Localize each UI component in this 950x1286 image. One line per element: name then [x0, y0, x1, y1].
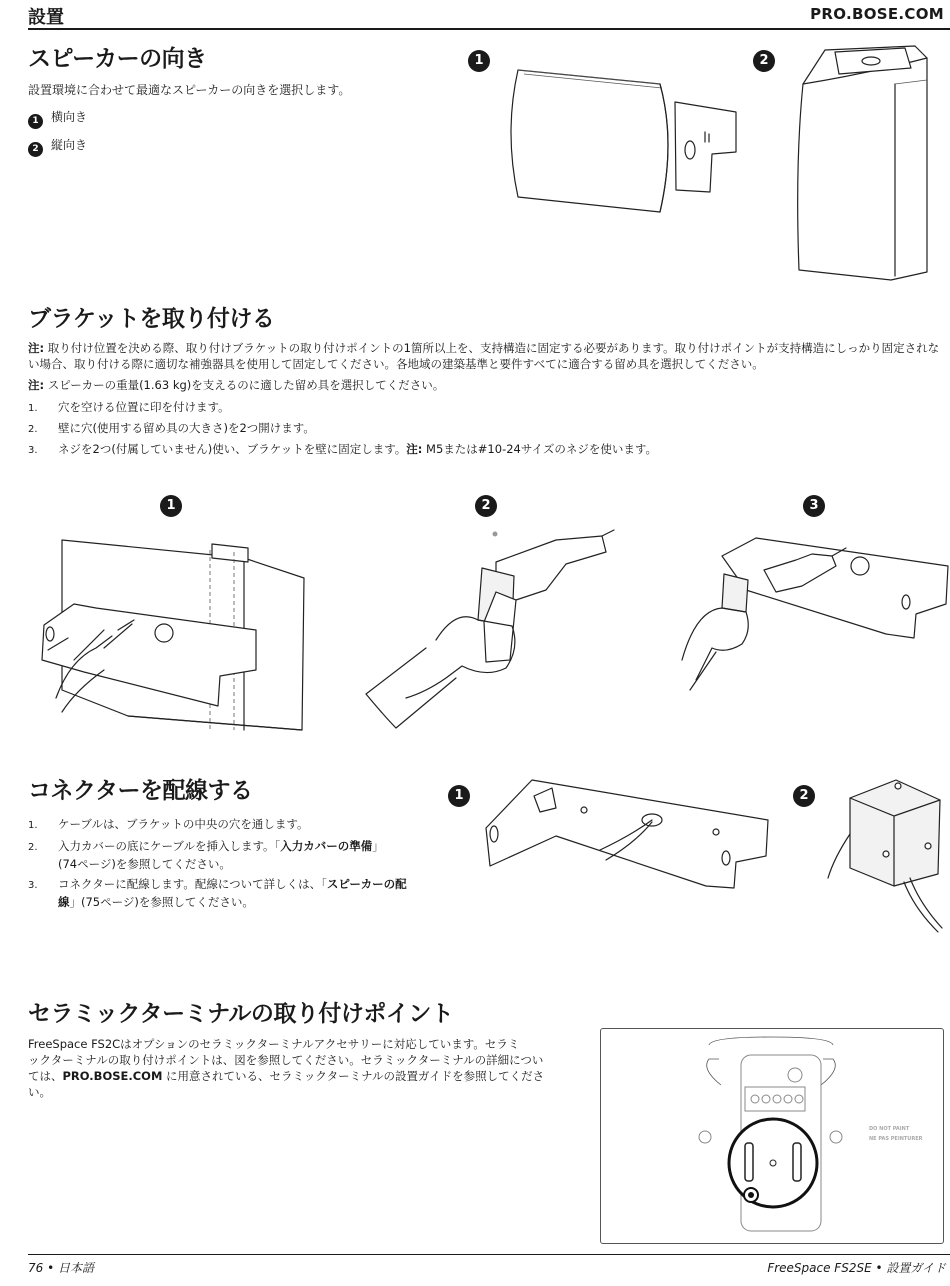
page-number: 76 • 日本語 [28, 1261, 94, 1275]
footer-rule [28, 1254, 950, 1255]
step-text: 入力カバーの底にケーブルを挿入します。「 [58, 839, 281, 853]
note-label: 注: [28, 341, 45, 355]
wiring-figure-label-1: 1 [448, 785, 470, 807]
wiring-heading: コネクターを配線する [28, 778, 253, 804]
drill-illustration [366, 528, 616, 738]
ceramic-terminal-figure [600, 1028, 944, 1244]
wiring-step-2 [28, 838, 384, 872]
note-text: 取り付け位置を決める際、取り付けブラケットの取り付けポイントの1箇所以上を、支持構造に固定する必要があります。取り付けポイントが支持構造にしっかり固定されない場合、取り付ける際に適切な補強器具を使用して固定してください。各地域の建築基準と要件すべてに適合する留め具を選択してください。 [28, 341, 940, 371]
orientation-label-vertical: 縦向き [51, 138, 88, 152]
step-text: (74ページ)を参照してください。 [58, 857, 231, 871]
bracket-note-fastening [28, 340, 946, 372]
section-title: 設置 [28, 7, 64, 28]
orientation-intro: 設置環境に合わせて最適なスピーカーの向きを選択します。 [28, 83, 351, 97]
orientation-label-horizontal: 横向き [51, 110, 88, 124]
ceramic-heading: セラミックターミナルの取り付けポイント [28, 1001, 454, 1027]
orientation-item-vertical [28, 137, 87, 157]
step-link[interactable]: スピーカーの配 [326, 877, 407, 891]
step-link[interactable]: 入力カバーの準備 [280, 839, 373, 853]
step-number: 2. [28, 842, 38, 853]
site-link[interactable]: PRO.BOSE.COM [62, 1069, 163, 1083]
ceramic-text-line: FreeSpace FS2Cはオプションのセラミックターミナルアクセサリーに対応しています。セラミ [28, 1037, 520, 1051]
step-text: ケーブルは、ブラケットの中央の穴を通します。 [58, 817, 309, 831]
bracket-step-3 [28, 441, 657, 459]
step-number: 1. [28, 820, 38, 831]
bracket-heading: ブラケットを取り付ける [28, 306, 275, 332]
step-number: 3. [28, 880, 38, 891]
item-number-badge: 1 [28, 114, 43, 129]
bracket-step-2 [28, 420, 315, 438]
wiring-figure-label-2: 2 [793, 785, 815, 807]
step-text: 壁に穴(使用する留め具の大きさ)を2つ開けます。 [58, 421, 315, 435]
ceramic-description [28, 1036, 588, 1100]
bracket-figure-label-2: 2 [475, 495, 497, 517]
bracket-step-1 [28, 399, 230, 417]
ceramic-text-line: い。 [28, 1085, 51, 1099]
ne-pas-peinturer-label: NE PAS PEINTURER [869, 1136, 923, 1142]
step-number: 2. [28, 424, 38, 435]
cable-through-bracket-illustration [480, 776, 770, 896]
item-number-badge: 2 [28, 142, 43, 157]
input-cover-illustration [824, 778, 948, 938]
do-not-paint-label: DO NOT PAINT [869, 1126, 910, 1132]
mark-holes-illustration [34, 530, 304, 730]
step-text: コネクターに配線します。配線について詳しくは、「 [58, 877, 327, 891]
orientation-heading: スピーカーの向き [28, 46, 207, 72]
wiring-step-1 [28, 816, 308, 834]
step-text: 」(75ページ)を参照してください。 [69, 895, 254, 909]
horizontal-speaker-illustration [500, 62, 740, 222]
bracket-figure-label-3: 3 [803, 495, 825, 517]
step-number: 1. [28, 403, 38, 414]
step-text: ネジを2つ(付属していません)使い、ブラケットを壁に固定します。 [58, 442, 407, 456]
note-label: 注: [406, 442, 423, 456]
figure-label-2: 2 [753, 50, 775, 72]
orientation-item-horizontal [28, 109, 87, 129]
figure-label-1: 1 [468, 50, 490, 72]
note-label: 注: [28, 378, 45, 392]
bracket-figure-label-1: 1 [160, 495, 182, 517]
document-title: FreeSpace FS2SE • 設置ガイド [767, 1261, 946, 1275]
header-rule [28, 28, 950, 30]
wiring-step-3 [28, 876, 407, 910]
step-number: 3. [28, 445, 38, 456]
note-text: スピーカーの重量(1.63 kg)を支えるのに適した留め具を選択してください。 [44, 378, 445, 392]
ceramic-text-line: に用意されている、セラミックターミナルの設置ガイドを参照してくださ [162, 1069, 545, 1083]
ceramic-text-line: ックターミナルの取り付けポイントは、図を参照してください。セラミックターミナルの詳細につい [28, 1053, 544, 1067]
bracket-note-weight [28, 377, 444, 393]
screw-bracket-illustration [676, 530, 948, 700]
step-text: 」 [372, 839, 384, 853]
note-text: M5または#10-24サイズのネジを使います。 [422, 442, 658, 456]
step-text: 穴を空ける位置に印を付けます。 [58, 400, 230, 414]
ceramic-text-line: ては、 [28, 1069, 63, 1083]
vertical-speaker-illustration [795, 44, 945, 284]
step-link[interactable]: 線 [58, 895, 70, 909]
site-url[interactable]: PRO.BOSE.COM [810, 5, 944, 23]
